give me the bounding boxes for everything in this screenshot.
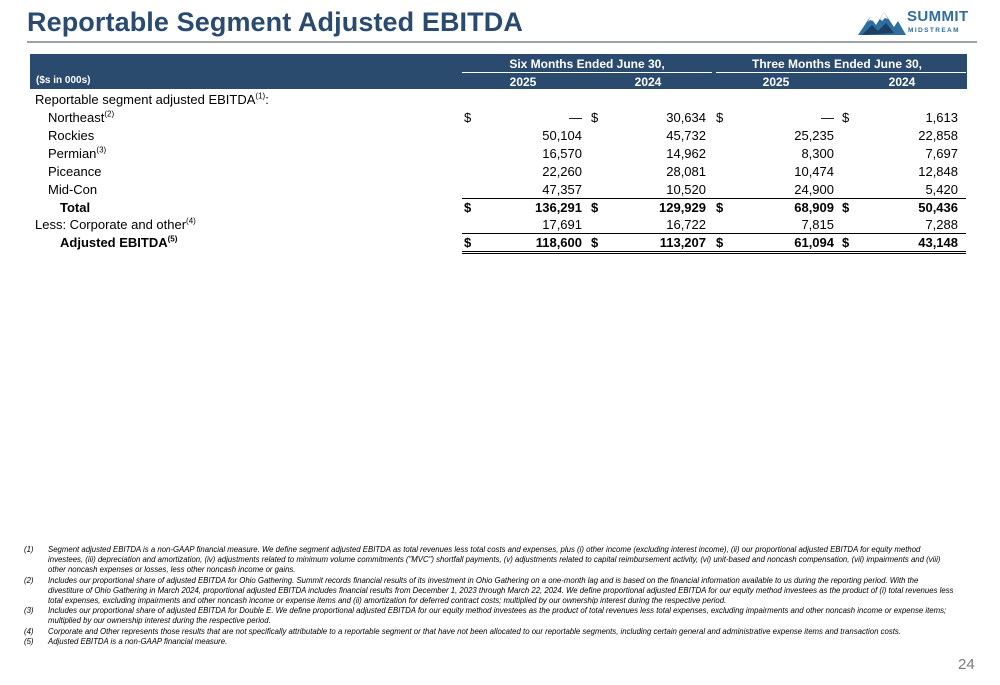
header-group-rule (462, 72, 712, 73)
footnote-ref: (2) (104, 109, 115, 119)
mountain-icon (858, 9, 906, 35)
cell-value: 7,815 (801, 217, 834, 232)
footnote-ref: (5) (167, 234, 178, 244)
cell-value: 45,732 (666, 128, 706, 143)
dollar-sign: $ (591, 235, 599, 250)
cell-value: 47,357 (542, 182, 582, 197)
footnote-ref: (4) (186, 216, 196, 226)
cell-value: 50,436 (918, 200, 958, 215)
table-row-permian (30, 145, 967, 163)
cell-value: 43,148 (918, 235, 958, 250)
row-label: Permian (48, 146, 97, 161)
row-label: Piceance (48, 164, 102, 179)
header-year: 2025 (509, 75, 537, 89)
total-double-rule (462, 253, 966, 254)
row-label: Adjusted EBITDA (60, 235, 168, 250)
table-row-corporate-other (30, 216, 967, 234)
cell-value: 118,600 (535, 235, 582, 250)
section-label-row (30, 91, 967, 109)
cell-value: 14,962 (666, 146, 706, 161)
row-label: Less: Corporate and other (35, 217, 187, 232)
cell-value: 1,613 (925, 110, 958, 125)
row-label: Mid-Con (48, 182, 98, 197)
footnote (24, 637, 956, 647)
cell-value: 24,900 (794, 182, 834, 197)
summit-midstream-logo (858, 5, 978, 39)
header-year: 2025 (762, 75, 790, 89)
cell-value: 16,722 (666, 217, 706, 232)
cell-value: 7,697 (925, 146, 958, 161)
cell-value: 25,235 (794, 128, 834, 143)
footnote (24, 606, 956, 626)
cell-value: 68,909 (794, 200, 834, 215)
dollar-sign: $ (842, 200, 850, 215)
table-row-northeast (30, 109, 967, 127)
header-year: 2024 (888, 75, 916, 89)
dollar-sign: $ (716, 110, 724, 125)
dollar-sign: $ (464, 200, 472, 215)
table-row-total (30, 199, 967, 217)
table-row-adjusted-ebitda (30, 234, 967, 252)
header-group-three-months: Three Months Ended June 30, (751, 57, 923, 71)
footnotes (24, 545, 956, 647)
footnote-number: (4) (24, 626, 34, 636)
footnote-number: (2) (24, 575, 34, 585)
cell-value: 5,420 (925, 182, 958, 197)
footnote (24, 627, 956, 637)
cell-value: 22,260 (542, 164, 582, 179)
dollar-sign: $ (591, 110, 599, 125)
footnote-text: Segment adjusted EBITDA is a non-GAAP financial measure. We define segment adjusted EBITDA as total revenues less total costs and expenses, plus (i) other income (excluding interest income), (ii) our proportional adjusted EBITDA for equity method investees, (iii) depreciation and amortization, (iv) adjustments related to minimum volume commitments ("MVC") shortfall payments, (v) adjustments related to capital reimbursement activity, (vi) unit-based and noncash compensation, (vii) impairments and (viii) other noncash expenses or losses, less other noncash income or gains. (48, 545, 941, 575)
footnote-ref: (3) (96, 145, 107, 155)
cell-value: 136,291 (535, 200, 582, 215)
cell-value: 12,848 (918, 164, 958, 179)
page-title: Reportable Segment Adjusted EBITDA (27, 7, 523, 37)
footnote-number: (3) (24, 606, 34, 616)
logo-sub-text: MIDSTREAM (908, 27, 960, 34)
cell-value: 16,570 (542, 146, 582, 161)
cell-value: 28,081 (666, 164, 706, 179)
cell-value: 22,858 (918, 128, 958, 143)
cell-value: 10,474 (794, 164, 834, 179)
unit-label: ($s in 000s) (36, 75, 91, 86)
header-group-rule (716, 72, 966, 73)
table-row-rockies (30, 127, 967, 145)
row-label: Northeast (48, 110, 105, 125)
cell-value: 113,207 (659, 235, 706, 250)
section-label: Reportable segment adjusted EBITDA$^{(1)}$: (35, 91, 269, 107)
table-header (30, 54, 967, 89)
row-label: Rockies (48, 128, 95, 143)
footnote (24, 576, 956, 607)
cell-value: — (569, 110, 582, 125)
cell-value: 10,520 (666, 182, 706, 197)
header-group-six-months: Six Months Ended June 30, (509, 57, 665, 71)
cell-value: 50,104 (542, 128, 582, 143)
footnote-text: Includes our proportional share of adjusted EBITDA for Ohio Gathering. Summit records financial results of its investment in Ohio Gathering on a one-month lag and is based on the financial information available to us during the reporting period. With the divestiture of Ohio Gathering in March 2024, proportional adjusted EBITDA includes financial results from December 1, 2023 through March 22, 2024. We define proportional adjusted EBITDA for our equity method investees as the product of (i) total revenues less total expenses, excluding impairments and other noncash income or expense items and (ii) amortization for deferred contract costs; multiplied by our ownership interest during the respective period. (48, 575, 954, 606)
footnote-number: (1) (24, 545, 34, 554)
cell-value: 8,300 (801, 146, 834, 161)
row-label: Total (60, 200, 91, 215)
footnote-ref: (1) (255, 91, 266, 101)
cell-value: 30,634 (666, 110, 706, 125)
footnote-number: (5) (24, 636, 34, 646)
cell-value: 61,094 (794, 235, 834, 250)
cell-value: 129,929 (659, 200, 706, 215)
dollar-sign: $ (464, 110, 472, 125)
dollar-sign: $ (842, 235, 850, 250)
header-year: 2024 (634, 75, 662, 89)
footnote (24, 545, 956, 576)
logo-brand-text: SUMMIT (907, 8, 969, 25)
footnote-text: Corporate and Other represents those results that are not specifically attributable to a reportable segment or that have not been allocated to our reportable segments, including certain general and administrative expense items and transaction costs. (48, 626, 901, 636)
table-row-piceance (30, 163, 967, 181)
dollar-sign: $ (842, 110, 850, 125)
dollar-sign: $ (464, 235, 472, 250)
cell-value: — (821, 110, 834, 125)
page-number: 24 (958, 656, 975, 673)
cell-value: 7,288 (925, 217, 958, 232)
footnote-text: Includes our proportional share of adjusted EBITDA for Double E. We define proportional adjusted EBITDA for our equity method investees as the product of total revenues less total expenses, excluding impairments and other noncash income or expense items; multiplied by our ownership interest during the respective period. (48, 606, 947, 626)
footnote-text: Adjusted EBITDA is a non-GAAP financial measure. (48, 636, 228, 646)
table-row-mid-con (30, 181, 967, 199)
dollar-sign: $ (716, 200, 724, 215)
title-divider (27, 41, 977, 43)
total-double-rule (462, 251, 966, 252)
dollar-sign: $ (716, 235, 724, 250)
dollar-sign: $ (591, 200, 599, 215)
cell-value: 17,691 (542, 217, 582, 232)
